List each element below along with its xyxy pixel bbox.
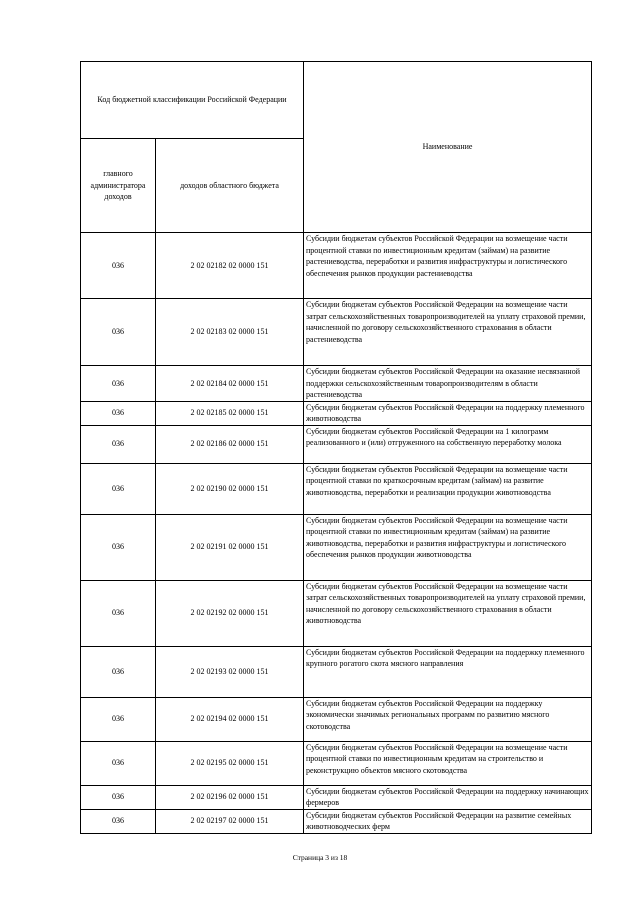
income-name-cell: Субсидии бюджетам субъектов Российской Федерации на поддержку племенного животноводства <box>304 401 592 425</box>
name-column-header: Наименование <box>304 62 592 233</box>
kbk-code-cell: 2 02 02197 02 0000 151 <box>156 809 304 833</box>
table-row <box>81 299 592 366</box>
kbk-code-cell: 2 02 02184 02 0000 151 <box>156 366 304 402</box>
admin-code-cell: 036 <box>81 401 156 425</box>
income-name-cell: Субсидии бюджетам субъектов Российской Федерации на поддержку экономически значимых региональных программ по развитию мясного скотоводства <box>304 697 592 741</box>
budget-classification-table <box>80 61 592 834</box>
income-name-cell: Субсидии бюджетам субъектов Российской Федерации на поддержку начинающих фермеров <box>304 785 592 809</box>
admin-code-cell: 036 <box>81 514 156 580</box>
table-header-row <box>81 62 592 139</box>
table-row <box>81 401 592 425</box>
table-row <box>81 809 592 833</box>
table-row <box>81 646 592 697</box>
table-row <box>81 233 592 299</box>
page-number: Страница 3 из 18 <box>292 853 348 862</box>
kbk-code-cell: 2 02 02193 02 0000 151 <box>156 646 304 697</box>
admin-code-cell: 036 <box>81 463 156 514</box>
income-name-cell: Субсидии бюджетам субъектов Российской Федерации на возмещение части процентной ставки по инвестиционным кредитам (займам) на развитие растениеводства, переработки и развития инфраструктуры и логистического обеспечения рынков продукции растениеводства <box>304 233 592 299</box>
income-name-cell: Субсидии бюджетам субъектов Российской Федерации на возмещение части процентной ставки по краткосрочным кредитам (займам) на развитие животноводства, переработки и реализации продукции животноводства <box>304 463 592 514</box>
income-name-cell: Субсидии бюджетам субъектов Российской Федерации на поддержку племенного крупного рогатого скота мясного направления <box>304 646 592 697</box>
table-row <box>81 366 592 402</box>
income-name-cell: Субсидии бюджетам субъектов Российской Федерации на возмещение части процентной ставки по инвестиционным кредитам (займам) на развитие животноводства, переработки и развития инфраструктуры и логистического обеспечения рынков продукции животноводства <box>304 514 592 580</box>
admin-code-cell: 036 <box>81 299 156 366</box>
admin-code-cell: 036 <box>81 425 156 463</box>
admin-code-cell: 036 <box>81 233 156 299</box>
income-column-header: доходов областного бюджета <box>156 139 304 233</box>
table-body <box>81 233 592 834</box>
table-row <box>81 425 592 463</box>
admin-code-cell: 036 <box>81 741 156 785</box>
income-name-cell: Субсидии бюджетам субъектов Российской Федерации на 1 килограмм реализованного и (или) отгруженного на собственную переработку молока <box>304 425 592 463</box>
kbk-code-cell: 2 02 02192 02 0000 151 <box>156 580 304 646</box>
kbk-code-cell: 2 02 02190 02 0000 151 <box>156 463 304 514</box>
kbk-code-cell: 2 02 02195 02 0000 151 <box>156 741 304 785</box>
kbk-code-cell: 2 02 02191 02 0000 151 <box>156 514 304 580</box>
table-row <box>81 697 592 741</box>
admin-column-header: главного администратора доходов <box>81 139 156 233</box>
income-name-cell: Субсидии бюджетам субъектов Российской Федерации на возмещение части затрат сельскохозяйственных товаропроизводителей на уплату страховой премии, начисленной по договору сельскохозяйственного страхования в области растениеводства <box>304 299 592 366</box>
table-row <box>81 514 592 580</box>
admin-code-cell: 036 <box>81 580 156 646</box>
kbk-code-cell: 2 02 02183 02 0000 151 <box>156 299 304 366</box>
kbk-code-cell: 2 02 02194 02 0000 151 <box>156 697 304 741</box>
kbk-code-cell: 2 02 02185 02 0000 151 <box>156 401 304 425</box>
admin-code-cell: 036 <box>81 366 156 402</box>
table-row <box>81 785 592 809</box>
kbk-code-cell: 2 02 02196 02 0000 151 <box>156 785 304 809</box>
kbk-group-header: Код бюджетной классификации Российской Федерации <box>81 62 304 139</box>
admin-code-cell: 036 <box>81 697 156 741</box>
table-row <box>81 580 592 646</box>
admin-code-cell: 036 <box>81 785 156 809</box>
table-row <box>81 741 592 785</box>
kbk-code-cell: 2 02 02186 02 0000 151 <box>156 425 304 463</box>
admin-code-cell: 036 <box>81 646 156 697</box>
income-name-cell: Субсидии бюджетам субъектов Российской Федерации на оказание несвязанной поддержки сельскохозяйственным товаропроизводителям в области растениеводства <box>304 366 592 402</box>
table-row <box>81 463 592 514</box>
kbk-code-cell: 2 02 02182 02 0000 151 <box>156 233 304 299</box>
income-name-cell: Субсидии бюджетам субъектов Российской Федерации на возмещение части затрат сельскохозяйственных товаропроизводителей на уплату страховой премии, начисленной по договору сельскохозяйственного страхования в области животноводства <box>304 580 592 646</box>
admin-code-cell: 036 <box>81 809 156 833</box>
income-name-cell: Субсидии бюджетам субъектов Российской Федерации на развитие семейных животноводческих ферм <box>304 809 592 833</box>
income-name-cell: Субсидии бюджетам субъектов Российской Федерации на возмещение части процентной ставки по инвестиционным кредитам на строительство и реконструкцию объектов мясного скотоводства <box>304 741 592 785</box>
